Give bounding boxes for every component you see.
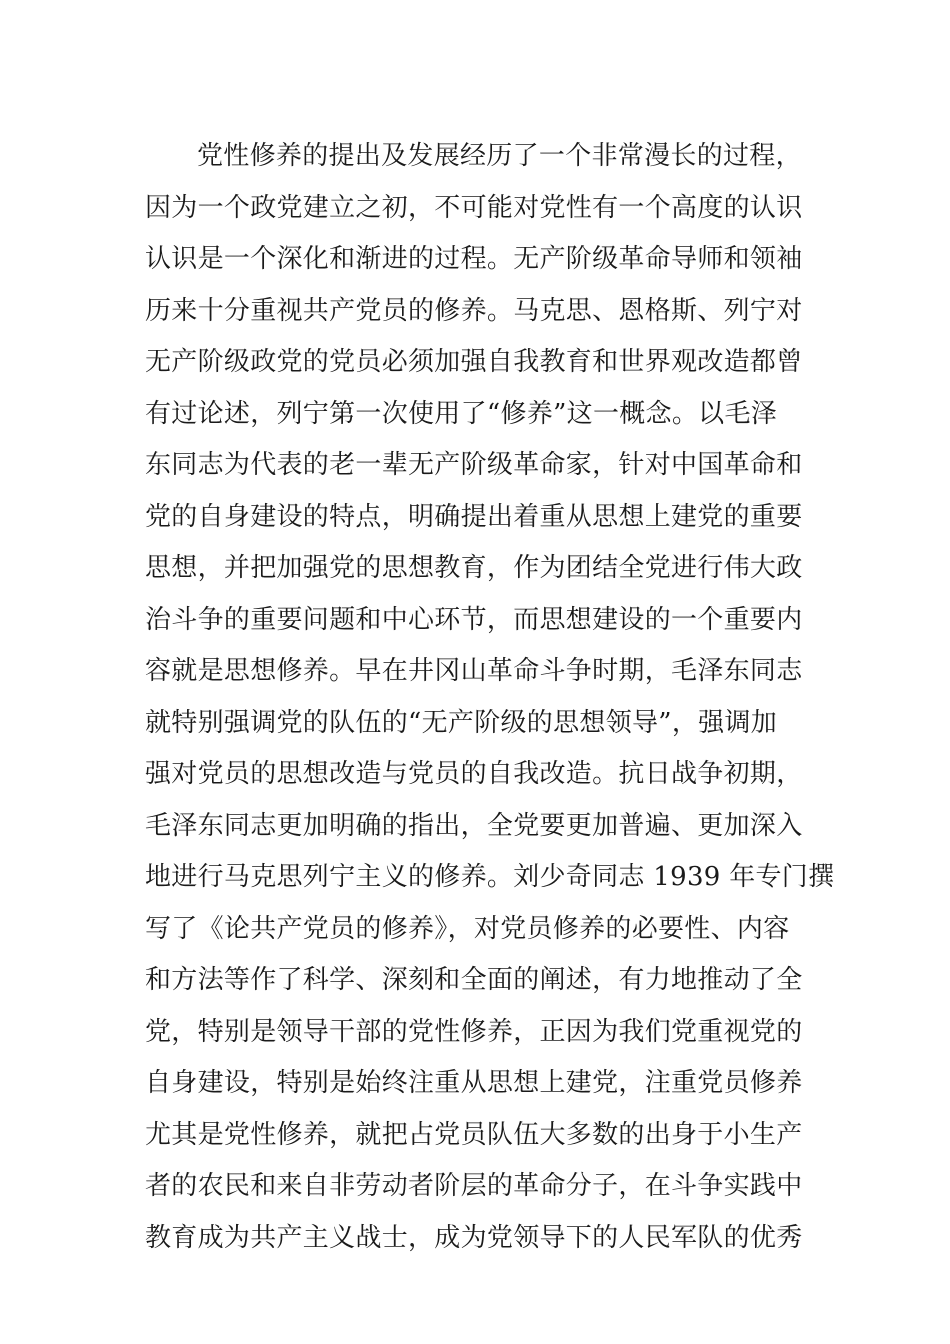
paragraph-line: 有过论述，列宁第一次使用了“修养”这一概念。以毛泽: [145, 398, 778, 429]
paragraph-line: 毛泽东同志更加明确的指出，全党要更加普遍、更加深入: [145, 810, 803, 841]
paragraph-line: 尤其是党性修养，就把占党员队伍大多数的出身于小生产: [145, 1119, 803, 1150]
paragraph-line: 因为一个政党建立之初，不可能对党性有一个高度的认识: [145, 192, 803, 223]
paragraph-line: 写了《论共产党员的修养》，对党员修养的必要性、内容: [145, 913, 790, 944]
paragraph-line: 历来十分重视共产党员的修养。马克思、恩格斯、列宁对: [145, 295, 803, 326]
paragraph-line: 东同志为代表的老一辈无产阶级革命家，针对中国革命和: [145, 450, 803, 480]
paragraph-line: 就特别强调党的队伍的“无产阶级的思想领导”，强调加: [145, 707, 778, 738]
paragraph-line: 教育成为共产主义战士，成为党领导下的人民军队的优秀: [145, 1222, 803, 1253]
body-paragraph: [145, 131, 835, 1264]
paragraph-line: 自身建设，特别是始终注重从思想上建党，注重党员修养: [145, 1068, 803, 1098]
paragraph-line: 无产阶级政党的党员必须加强自我教育和世界观改造都曾: [145, 347, 803, 377]
paragraph-line: 认识是一个深化和渐进的过程。无产阶级革命导师和领袖: [145, 244, 803, 274]
paragraph-line: 思想，并把加强党的思想教育，作为团结全党进行伟大政: [145, 553, 803, 583]
paragraph-line: 者的农民和来自非劳动者阶层的革命分子，在斗争实践中: [145, 1171, 803, 1201]
paragraph-line: 地进行马克思列宁主义的修养。刘少奇同志 1939 年专门撰: [145, 862, 835, 892]
paragraph-line: 和方法等作了科学、深刻和全面的阐述，有力地推动了全: [145, 965, 803, 995]
paragraph-line: 强对党员的思想改造与党员的自我改造。抗日战争初期，: [145, 759, 803, 789]
paragraph-line: 党的自身建设的特点，明确提出着重从思想上建党的重要: [145, 501, 803, 532]
paragraph-line: 治斗争的重要问题和中心环节，而思想建设的一个重要内: [145, 604, 803, 635]
paragraph-line: 党性修养的提出及发展经历了一个非常漫长的过程，: [197, 141, 802, 171]
paragraph-line: 党，特别是领导干部的党性修养，正因为我们党重视党的: [145, 1016, 803, 1047]
paragraph-line: 容就是思想修养。早在井冈山革命斗争时期，毛泽东同志: [145, 656, 803, 686]
